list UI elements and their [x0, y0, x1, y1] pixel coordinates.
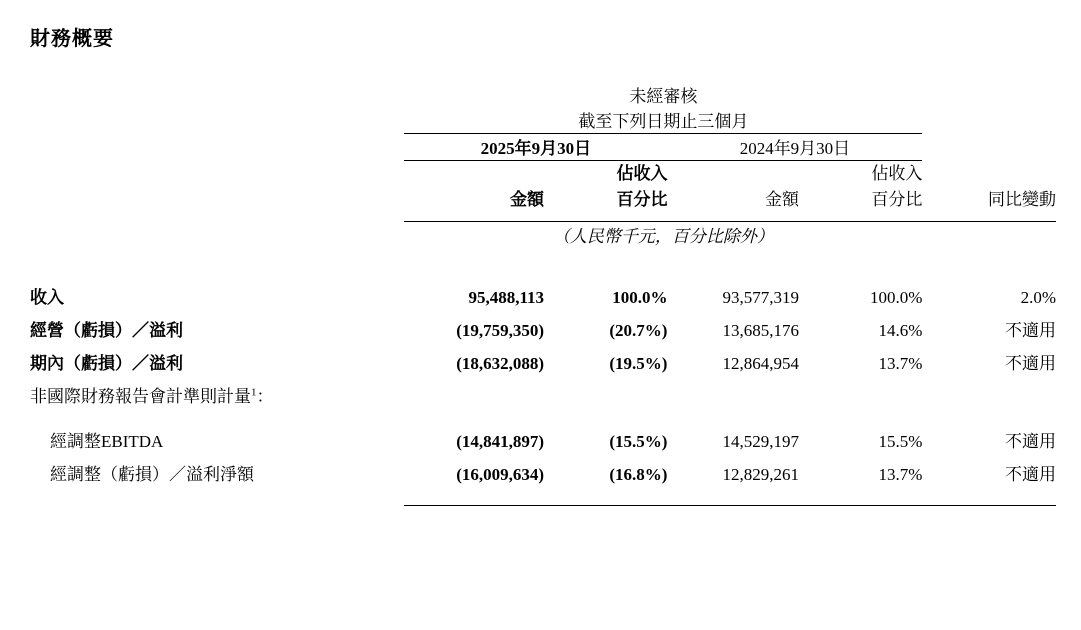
row-pct-current: (20.7%): [609, 320, 668, 340]
spacer-cell: [28, 413, 1056, 425]
table-header-dates-row: [28, 134, 1056, 160]
table-header-unaudited-row: [28, 82, 1056, 107]
row-pct-prior: 15.5%: [878, 432, 923, 452]
subheader-pct-current: 百分比: [616, 190, 668, 210]
row-yoy: 不適用: [1005, 320, 1056, 340]
row-amount-current: 95,488,113: [468, 287, 545, 307]
spacer-cell: [28, 221, 404, 247]
table-gap-row: [28, 492, 1056, 504]
table-row: [28, 425, 1056, 458]
rule-line-full: [404, 504, 1056, 506]
spacer-cell: [922, 134, 1056, 160]
row-yoy: 不適用: [1005, 353, 1056, 373]
table-subheader-row-2: [28, 187, 1056, 219]
spacer-cell: [28, 107, 404, 132]
spacer-cell: [28, 492, 1056, 504]
subheader-amount-current: 金額: [510, 190, 545, 210]
row-pct-current: (15.5%): [609, 432, 668, 452]
table-row: [28, 458, 1056, 491]
subheader-yoy: 同比變動: [988, 190, 1056, 210]
row-pct-prior: 100.0%: [870, 287, 923, 307]
spacer-cell: [28, 187, 404, 219]
row-label: 期內（虧損）／溢利: [30, 353, 183, 373]
row-label: 經調整EBITDA: [50, 432, 164, 452]
row-pct-current: 100.0%: [612, 287, 668, 307]
subheader-amount-prior-line1: [667, 161, 799, 188]
row-label: 經營（虧損）／溢利: [30, 320, 183, 340]
financial-summary-table: [28, 82, 1056, 506]
spacer-cell: [922, 82, 1056, 107]
row-label: 經調整（虧損）／溢利淨額: [50, 465, 254, 485]
subheader-pct-current-line1: 佔收入: [616, 164, 668, 183]
header-date-prior: 2024年9月30日: [739, 139, 851, 158]
row-amount-prior: 12,864,954: [722, 353, 799, 373]
page-title: 財務概要: [30, 28, 114, 50]
row-pct-prior: 13.7%: [878, 353, 923, 373]
spacer-cell: [28, 134, 404, 160]
table-units-row: [28, 221, 1056, 247]
row-amount-prior: [667, 380, 799, 413]
rule-bottom: [28, 504, 1056, 506]
table-row: [28, 314, 1056, 347]
subheader-pct-prior-line1: 佔收入: [871, 164, 923, 183]
header-date-current: 2025年9月30日: [480, 139, 592, 158]
row-pct-current: [544, 380, 667, 413]
row-pct-current: (16.8%): [609, 465, 668, 485]
subheader-amount-prior: 金額: [764, 190, 799, 210]
spacer-cell: [28, 82, 404, 107]
header-period: 截至下列日期止三個月: [578, 112, 749, 131]
row-yoy: 2.0%: [1020, 287, 1056, 307]
spacer-cell: [922, 107, 1056, 132]
row-label: 收入: [30, 287, 64, 307]
table-row-subheading: [28, 380, 1056, 413]
table-row: [28, 347, 1056, 380]
table-subheader-row-1: [28, 161, 1056, 188]
spacer-cell: [28, 247, 1056, 281]
row-amount-current: [404, 380, 544, 413]
table-row: [28, 281, 1056, 314]
row-label-text: 非國際財務報告會計準則計量: [30, 387, 251, 407]
row-yoy: [922, 380, 1056, 413]
header-unaudited: 未經審核: [629, 87, 698, 106]
subheader-amount-current-line1: [404, 161, 544, 188]
row-amount-prior: 12,829,261: [722, 465, 799, 485]
rule-gap: [28, 504, 404, 506]
subheader-pct-prior: 百分比: [871, 190, 923, 210]
row-pct-current: (19.5%): [609, 353, 668, 373]
row-amount-current: (19,759,350): [456, 320, 545, 340]
row-amount-current: (18,632,088): [456, 353, 545, 373]
row-amount-current: (14,841,897): [456, 432, 545, 452]
row-amount-current: (16,009,634): [456, 465, 545, 485]
row-yoy: 不適用: [1005, 465, 1056, 485]
row-label-suffix: ：: [256, 387, 274, 407]
table-gap-row: [28, 413, 1056, 425]
units-note: （人民幣千元，百分比除外）: [552, 226, 774, 246]
row-amount-prior: 13,685,176: [722, 320, 799, 340]
row-pct-prior: 14.6%: [878, 320, 923, 340]
table-header-period-row: [28, 107, 1056, 132]
row-amount-prior: 14,529,197: [722, 432, 799, 452]
row-pct-prior: [799, 380, 922, 413]
spacer-cell: [922, 221, 1056, 247]
subheader-yoy-line1: [922, 161, 1056, 188]
row-label-group: [28, 380, 404, 413]
row-amount-prior: 93,577,319: [722, 287, 799, 307]
table-spacer-row: [28, 247, 1056, 281]
row-yoy: 不適用: [1005, 432, 1056, 452]
spacer-cell: [28, 161, 404, 188]
row-pct-prior: 13.7%: [878, 465, 923, 485]
row-label-superscript: 1: [251, 386, 257, 399]
